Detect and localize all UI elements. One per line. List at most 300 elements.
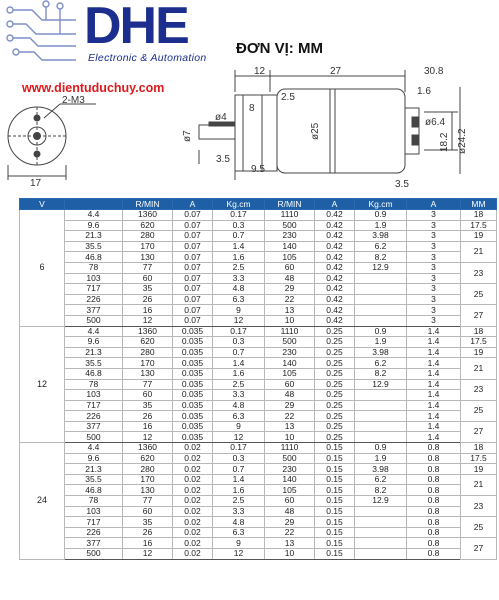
table-cell: 0.035 bbox=[173, 421, 213, 432]
table-cell: 16 bbox=[123, 305, 173, 316]
table-row bbox=[20, 453, 497, 464]
table-cell: 2.5 bbox=[213, 496, 265, 507]
mm-cell: 27 bbox=[461, 305, 497, 326]
table-cell: 1110 bbox=[265, 326, 315, 337]
table-cell: 0.42 bbox=[315, 294, 355, 305]
table-cell: 1.4 bbox=[213, 241, 265, 252]
dim-label: 1.6 bbox=[417, 86, 431, 97]
table-row bbox=[20, 527, 497, 538]
table-cell: 0.42 bbox=[315, 273, 355, 284]
table-cell: 0.25 bbox=[315, 379, 355, 390]
table-cell: 0.42 bbox=[315, 315, 355, 326]
table-cell: 103 bbox=[65, 506, 123, 517]
table-cell bbox=[355, 315, 407, 326]
table-cell: 2.5 bbox=[213, 262, 265, 273]
table-cell: 130 bbox=[123, 252, 173, 263]
table-cell: 140 bbox=[265, 358, 315, 369]
table-cell: 0.8 bbox=[407, 443, 461, 454]
table-cell: 0.25 bbox=[315, 358, 355, 369]
table-row bbox=[20, 443, 497, 454]
dim-label: 3.5 bbox=[395, 179, 409, 190]
table-cell: 0.15 bbox=[315, 464, 355, 475]
table-cell: 0.8 bbox=[407, 485, 461, 496]
table-cell: 0.25 bbox=[315, 411, 355, 422]
mm-cell: 21 bbox=[461, 241, 497, 262]
table-cell: 10 bbox=[265, 432, 315, 443]
table-cell: 0.035 bbox=[173, 326, 213, 337]
table-cell bbox=[355, 538, 407, 549]
dim-label: 8 bbox=[249, 103, 255, 114]
table-cell: 140 bbox=[265, 474, 315, 485]
table-cell: 0.42 bbox=[315, 305, 355, 316]
table-cell: 3 bbox=[407, 273, 461, 284]
table-cell: 12.9 bbox=[355, 496, 407, 507]
table-cell: 35.5 bbox=[65, 474, 123, 485]
table-cell: 0.07 bbox=[173, 315, 213, 326]
col-header: MM bbox=[461, 199, 497, 210]
table-cell: 0.035 bbox=[173, 358, 213, 369]
table-cell: 130 bbox=[123, 485, 173, 496]
voltage-cell: 6 bbox=[20, 210, 65, 327]
table-cell: 226 bbox=[65, 294, 123, 305]
table-cell: 3 bbox=[407, 252, 461, 263]
table-cell: 0.15 bbox=[315, 527, 355, 538]
table-cell: 226 bbox=[65, 527, 123, 538]
table-cell: 0.8 bbox=[407, 527, 461, 538]
table-cell: 0.25 bbox=[315, 326, 355, 337]
table-cell: 48 bbox=[265, 506, 315, 517]
table-cell: 0.42 bbox=[315, 262, 355, 273]
table-row bbox=[20, 284, 497, 295]
table-cell: 3.98 bbox=[355, 231, 407, 242]
table-row bbox=[20, 538, 497, 549]
table-cell: 0.25 bbox=[315, 337, 355, 348]
table-cell: 0.25 bbox=[315, 432, 355, 443]
table-cell: 0.035 bbox=[173, 337, 213, 348]
table-cell: 1.4 bbox=[213, 358, 265, 369]
table-cell: 48 bbox=[265, 273, 315, 284]
col-header: R/MIN bbox=[265, 199, 315, 210]
table-cell: 103 bbox=[65, 273, 123, 284]
mm-cell: 25 bbox=[461, 284, 497, 305]
col-header: Kg.cm bbox=[213, 199, 265, 210]
table-cell: 620 bbox=[123, 453, 173, 464]
dim-label: 30.8 bbox=[424, 66, 444, 77]
table-cell: 12 bbox=[123, 432, 173, 443]
table-cell: 3.98 bbox=[355, 347, 407, 358]
table-cell: 78 bbox=[65, 262, 123, 273]
table-cell: 0.15 bbox=[315, 549, 355, 560]
table-cell: 170 bbox=[123, 241, 173, 252]
mm-cell: 19 bbox=[461, 464, 497, 475]
table-cell: 8.2 bbox=[355, 485, 407, 496]
table-cell: 4.8 bbox=[213, 517, 265, 528]
logo bbox=[6, 0, 216, 68]
table-cell: 1.9 bbox=[355, 220, 407, 231]
table-cell: 3 bbox=[407, 315, 461, 326]
mm-cell: 21 bbox=[461, 474, 497, 495]
table-cell: 0.07 bbox=[173, 220, 213, 231]
mm-cell: 19 bbox=[461, 231, 497, 242]
table-cell: 6.2 bbox=[355, 474, 407, 485]
table-cell: 26 bbox=[123, 527, 173, 538]
table-cell: 12 bbox=[123, 315, 173, 326]
table-cell: 0.02 bbox=[173, 517, 213, 528]
dim-label: ø24.2 bbox=[457, 128, 468, 154]
table-row bbox=[20, 241, 497, 252]
table-cell: 3 bbox=[407, 262, 461, 273]
table-cell bbox=[355, 517, 407, 528]
mm-cell: 17.5 bbox=[461, 220, 497, 231]
table-cell: 3 bbox=[407, 294, 461, 305]
table-cell: 1.4 bbox=[407, 421, 461, 432]
table-cell bbox=[355, 527, 407, 538]
table-row bbox=[20, 347, 497, 358]
table-cell: 12 bbox=[123, 549, 173, 560]
table-row bbox=[20, 474, 497, 485]
table-cell: 1.9 bbox=[355, 337, 407, 348]
table-cell: 280 bbox=[123, 231, 173, 242]
table-cell: 0.035 bbox=[173, 411, 213, 422]
table-cell: 3 bbox=[407, 220, 461, 231]
table-cell: 0.7 bbox=[213, 464, 265, 475]
table-cell: 0.15 bbox=[315, 474, 355, 485]
table-cell: 103 bbox=[65, 390, 123, 401]
table-cell: 8.2 bbox=[355, 368, 407, 379]
table-cell: 46.8 bbox=[65, 485, 123, 496]
table-cell: 0.02 bbox=[173, 453, 213, 464]
table-row bbox=[20, 220, 497, 231]
col-header bbox=[65, 199, 123, 210]
table-cell: 6.3 bbox=[213, 294, 265, 305]
table-cell: 170 bbox=[123, 358, 173, 369]
table-cell: 22 bbox=[265, 294, 315, 305]
mm-cell: 23 bbox=[461, 496, 497, 517]
table-cell: 1360 bbox=[123, 210, 173, 221]
table-cell: 0.8 bbox=[407, 464, 461, 475]
table-cell: 46.8 bbox=[65, 368, 123, 379]
table-cell: 0.02 bbox=[173, 443, 213, 454]
table-cell: 60 bbox=[265, 262, 315, 273]
table-cell: 0.17 bbox=[213, 210, 265, 221]
table-cell: 0.42 bbox=[315, 231, 355, 242]
table-cell: 4.4 bbox=[65, 210, 123, 221]
table-row bbox=[20, 368, 497, 379]
table-cell: 140 bbox=[265, 241, 315, 252]
table-cell: 35.5 bbox=[65, 358, 123, 369]
table-cell: 10 bbox=[265, 315, 315, 326]
table-cell: 3.98 bbox=[355, 464, 407, 475]
table-cell: 0.15 bbox=[315, 443, 355, 454]
table-row bbox=[20, 337, 497, 348]
table-cell: 1.6 bbox=[213, 252, 265, 263]
table-cell: 717 bbox=[65, 400, 123, 411]
table-cell: 0.07 bbox=[173, 262, 213, 273]
table-cell: 0.15 bbox=[315, 506, 355, 517]
table-cell: 1110 bbox=[265, 443, 315, 454]
table-cell: 21.3 bbox=[65, 464, 123, 475]
table-cell bbox=[355, 305, 407, 316]
col-header: V bbox=[20, 199, 65, 210]
table-body bbox=[20, 210, 497, 560]
table-cell: 0.8 bbox=[407, 453, 461, 464]
table-cell: 0.8 bbox=[407, 496, 461, 507]
table-cell: 6.3 bbox=[213, 527, 265, 538]
table-cell: 0.07 bbox=[173, 252, 213, 263]
table-cell: 60 bbox=[123, 390, 173, 401]
table-header-row bbox=[20, 199, 497, 210]
table-cell: 4.8 bbox=[213, 284, 265, 295]
table-cell: 60 bbox=[265, 379, 315, 390]
table-cell: 1360 bbox=[123, 326, 173, 337]
table-cell bbox=[355, 273, 407, 284]
table-cell: 0.07 bbox=[173, 210, 213, 221]
table-cell: 0.9 bbox=[355, 443, 407, 454]
table-cell: 1.4 bbox=[407, 337, 461, 348]
table-cell: 1.9 bbox=[355, 453, 407, 464]
table-cell: 500 bbox=[265, 453, 315, 464]
table-row bbox=[20, 210, 497, 221]
table-cell: 29 bbox=[265, 284, 315, 295]
table-cell: 9.6 bbox=[65, 453, 123, 464]
table-cell: 3 bbox=[407, 231, 461, 242]
mm-cell: 17.5 bbox=[461, 337, 497, 348]
table-cell: 620 bbox=[123, 337, 173, 348]
table-cell: 230 bbox=[265, 231, 315, 242]
table-row bbox=[20, 411, 497, 422]
table-cell: 1.6 bbox=[213, 485, 265, 496]
table-cell: 0.07 bbox=[173, 284, 213, 295]
table-cell: 0.17 bbox=[213, 443, 265, 454]
table-cell: 21.3 bbox=[65, 347, 123, 358]
table-row bbox=[20, 273, 497, 284]
table-cell: 280 bbox=[123, 464, 173, 475]
table-cell: 22 bbox=[265, 527, 315, 538]
table-cell: 26 bbox=[123, 411, 173, 422]
table-cell: 1.4 bbox=[407, 379, 461, 390]
table-cell: 0.02 bbox=[173, 496, 213, 507]
table-cell: 0.07 bbox=[173, 241, 213, 252]
table-cell: 1.4 bbox=[407, 411, 461, 422]
table-cell: 377 bbox=[65, 538, 123, 549]
table-cell: 16 bbox=[123, 421, 173, 432]
mm-cell: 25 bbox=[461, 517, 497, 538]
table-cell: 3 bbox=[407, 305, 461, 316]
table-cell: 105 bbox=[265, 368, 315, 379]
table-cell: 4.4 bbox=[65, 443, 123, 454]
voltage-cell: 12 bbox=[20, 326, 65, 443]
table-cell: 0.3 bbox=[213, 337, 265, 348]
table-cell: 0.07 bbox=[173, 231, 213, 242]
table-cell: 0.42 bbox=[315, 252, 355, 263]
table-cell: 9 bbox=[213, 538, 265, 549]
table-cell: 280 bbox=[123, 347, 173, 358]
dim-label: ø6.4 bbox=[425, 117, 446, 128]
col-header: A bbox=[173, 199, 213, 210]
table-cell: 1.4 bbox=[407, 432, 461, 443]
table-cell: 0.42 bbox=[315, 210, 355, 221]
table-cell: 0.25 bbox=[315, 390, 355, 401]
table-cell: 717 bbox=[65, 284, 123, 295]
mm-cell: 21 bbox=[461, 358, 497, 379]
table-cell: 16 bbox=[123, 538, 173, 549]
dim-label: 2-M3 bbox=[62, 95, 85, 106]
table-cell: 620 bbox=[123, 220, 173, 231]
table-cell: 78 bbox=[65, 379, 123, 390]
table-cell: 105 bbox=[265, 252, 315, 263]
table-cell: 0.9 bbox=[355, 210, 407, 221]
table-cell: 0.3 bbox=[213, 453, 265, 464]
table-cell: 3 bbox=[407, 210, 461, 221]
table-cell bbox=[355, 400, 407, 411]
table-cell: 500 bbox=[65, 315, 123, 326]
table-cell: 1.4 bbox=[407, 347, 461, 358]
table-cell: 77 bbox=[123, 262, 173, 273]
table-cell: 0.07 bbox=[173, 273, 213, 284]
table-cell bbox=[355, 421, 407, 432]
table-cell: 77 bbox=[123, 496, 173, 507]
table-cell: 0.25 bbox=[315, 400, 355, 411]
table-cell: 9 bbox=[213, 305, 265, 316]
table-row bbox=[20, 231, 497, 242]
table-cell: 9.6 bbox=[65, 220, 123, 231]
mm-cell: 23 bbox=[461, 262, 497, 283]
table-cell: 3 bbox=[407, 241, 461, 252]
table-cell: 22 bbox=[265, 411, 315, 422]
voltage-cell: 24 bbox=[20, 443, 65, 560]
table-cell: 0.8 bbox=[407, 517, 461, 528]
table-cell: 226 bbox=[65, 411, 123, 422]
table-cell: 500 bbox=[65, 432, 123, 443]
table-row bbox=[20, 485, 497, 496]
table-cell: 0.035 bbox=[173, 400, 213, 411]
table-cell bbox=[355, 506, 407, 517]
gearbox-body bbox=[235, 95, 277, 171]
table-cell: 0.15 bbox=[315, 485, 355, 496]
motor-body bbox=[277, 89, 405, 173]
table-cell: 377 bbox=[65, 421, 123, 432]
table-cell: 0.15 bbox=[315, 453, 355, 464]
table-cell: 9 bbox=[213, 421, 265, 432]
table-cell: 500 bbox=[265, 337, 315, 348]
table-cell: 0.9 bbox=[355, 326, 407, 337]
table-cell: 13 bbox=[265, 538, 315, 549]
table-cell: 105 bbox=[265, 485, 315, 496]
table-cell: 0.25 bbox=[315, 368, 355, 379]
table-cell: 1.4 bbox=[213, 474, 265, 485]
mm-cell: 23 bbox=[461, 379, 497, 400]
table-cell: 6.2 bbox=[355, 358, 407, 369]
table-cell: 6.3 bbox=[213, 411, 265, 422]
table-cell: 0.035 bbox=[173, 379, 213, 390]
table-cell: 0.15 bbox=[315, 517, 355, 528]
table-cell: 10 bbox=[265, 549, 315, 560]
table-cell bbox=[355, 411, 407, 422]
table-cell: 77 bbox=[123, 379, 173, 390]
table-cell: 0.07 bbox=[173, 305, 213, 316]
table-cell: 230 bbox=[265, 464, 315, 475]
table-cell: 0.02 bbox=[173, 485, 213, 496]
table-row bbox=[20, 517, 497, 528]
dim-label: 3.5 bbox=[216, 154, 230, 165]
table-row bbox=[20, 496, 497, 507]
mm-cell: 27 bbox=[461, 538, 497, 559]
dim-label: ø4 bbox=[215, 112, 227, 123]
motor-spec-table bbox=[19, 198, 497, 560]
table-cell: 230 bbox=[265, 347, 315, 358]
brand-name: DHE bbox=[84, 0, 188, 55]
table-cell: 48 bbox=[265, 390, 315, 401]
table-cell: 0.02 bbox=[173, 538, 213, 549]
table-cell: 0.035 bbox=[173, 368, 213, 379]
mm-cell: 25 bbox=[461, 400, 497, 421]
rear-cap bbox=[405, 108, 419, 154]
table-cell: 35 bbox=[123, 400, 173, 411]
table-cell: 0.42 bbox=[315, 284, 355, 295]
table-cell: 3 bbox=[407, 284, 461, 295]
table-cell: 26 bbox=[123, 294, 173, 305]
col-header: R/MIN bbox=[123, 199, 173, 210]
table-cell: 60 bbox=[123, 506, 173, 517]
table-cell: 29 bbox=[265, 517, 315, 528]
table-cell: 13 bbox=[265, 421, 315, 432]
table-cell: 0.8 bbox=[407, 506, 461, 517]
table-cell: 0.02 bbox=[173, 506, 213, 517]
table-cell: 1.6 bbox=[213, 368, 265, 379]
table-cell: 29 bbox=[265, 400, 315, 411]
table-cell: 35 bbox=[123, 284, 173, 295]
mm-cell: 18 bbox=[461, 443, 497, 454]
table-cell: 78 bbox=[65, 496, 123, 507]
col-header: A bbox=[315, 199, 355, 210]
table-cell: 0.42 bbox=[315, 241, 355, 252]
table-cell: 0.07 bbox=[173, 294, 213, 305]
table-cell: 0.035 bbox=[173, 347, 213, 358]
table-cell: 500 bbox=[65, 549, 123, 560]
table-cell: 6.2 bbox=[355, 241, 407, 252]
table-cell: 1360 bbox=[123, 443, 173, 454]
table-cell: 0.7 bbox=[213, 231, 265, 242]
table-cell: 0.15 bbox=[315, 496, 355, 507]
table-cell: 8.2 bbox=[355, 252, 407, 263]
table-cell: 2.5 bbox=[213, 379, 265, 390]
table-cell: 0.3 bbox=[213, 220, 265, 231]
table-cell: 3.3 bbox=[213, 506, 265, 517]
table-cell: 0.7 bbox=[213, 347, 265, 358]
table-cell: 0.25 bbox=[315, 421, 355, 432]
table-row bbox=[20, 294, 497, 305]
table-cell: 0.8 bbox=[407, 538, 461, 549]
col-header: A bbox=[407, 199, 461, 210]
website-link[interactable]: www.dientuduchuy.com bbox=[22, 81, 165, 95]
table-cell: 0.42 bbox=[315, 220, 355, 231]
output-shaft bbox=[199, 125, 235, 139]
table-cell: 12.9 bbox=[355, 379, 407, 390]
table-row bbox=[20, 305, 497, 316]
table-cell: 0.02 bbox=[173, 464, 213, 475]
mm-cell: 17.5 bbox=[461, 453, 497, 464]
table-cell: 377 bbox=[65, 305, 123, 316]
table-row bbox=[20, 252, 497, 263]
table-cell: 12.9 bbox=[355, 262, 407, 273]
table-row bbox=[20, 400, 497, 411]
table-row bbox=[20, 421, 497, 432]
table-cell: 0.15 bbox=[315, 538, 355, 549]
dim-label: 17 bbox=[30, 178, 42, 189]
table-cell: 0.02 bbox=[173, 474, 213, 485]
table-cell: 60 bbox=[123, 273, 173, 284]
dim-label: ø25 bbox=[310, 122, 321, 140]
